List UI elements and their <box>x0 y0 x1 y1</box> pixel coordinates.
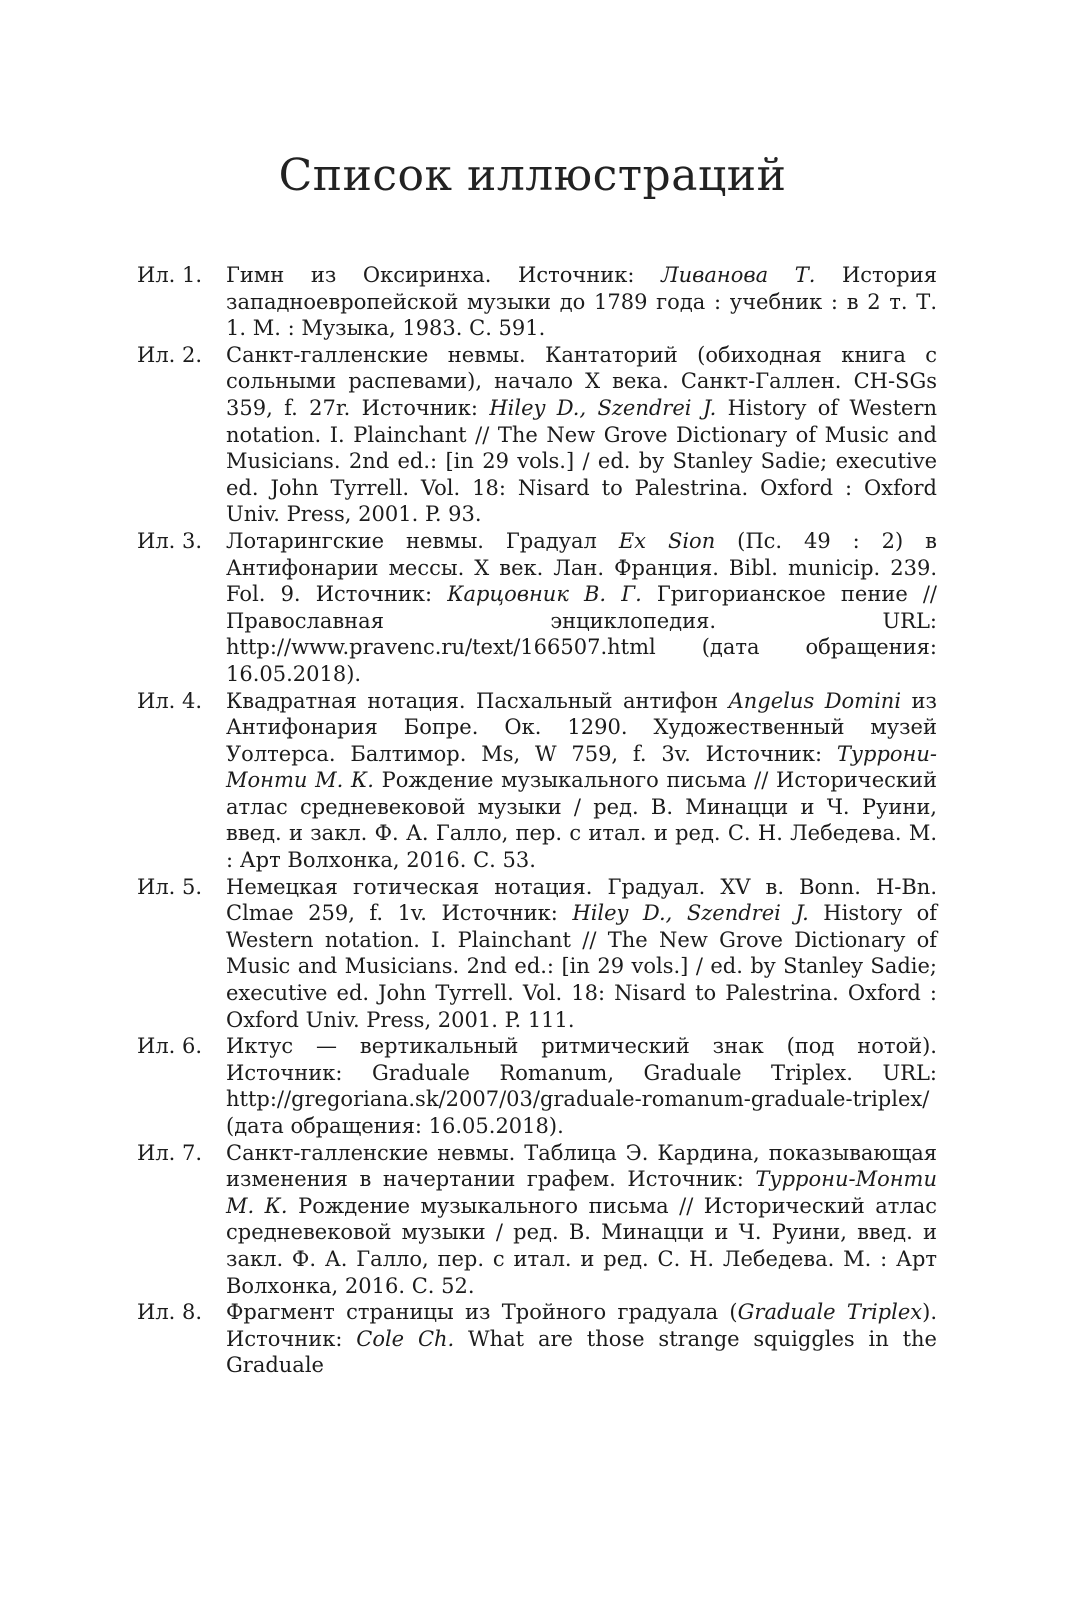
entry-text <box>226 1033 937 1139</box>
list-item <box>137 262 937 342</box>
entry-text-part: Санкт-галленские невмы. Таблица Э. Кардина, показывающая изменения в начертании графем. Источник: <box>226 1140 937 1192</box>
entry-text-part: Рождение музыкального письма // Исторический атлас средневековой музыки / ред. В. Минацци и Ч. Руини, введ. и закл. Ф. А. Галло, пер. с итал. и ред. С. Н. Лебедева. М. : Арт Волхонка, 2016. С. 52. <box>226 1193 938 1298</box>
entry-text-part: Григорианское пение // Православная энциклопедия. URL: http://www.pravenc.ru/text/166507.html (дата обращения: 16.05.2018). <box>226 582 937 686</box>
entry-text-part: History of Western notation. I. Plainchant // The New Grove Dictionary of Music and Musicians. 2nd ed.: [in 29 vols.] / ed. by Stanley Sadie; executive ed. John Tyrrell. Vol. 18: Nisard to Palestrina. Oxford : Oxford Univ. Press, 2001. P. 111. <box>226 901 937 1032</box>
entry-text-part: History of Western notation. I. Plainchant // The New Grove Dictionary of Music and Musicians. 2nd ed.: [in 29 vols.] / ed. by Stanley Sadie; executive ed. John Tyrrell. Vol. 18: Nisard to Palestrina. Oxford : Oxford Univ. Press, 2001. P. 93. <box>226 395 938 527</box>
entry-text-part: (Пс. 49 : 2) в Антифонарии мессы. X век. Лан. Франция. Bibl. municip. 239. Fol. 9. Источник: <box>226 528 937 607</box>
entry-label: Ил. 5. <box>137 874 203 899</box>
entry-author: Карцовник В. Г. <box>447 582 642 607</box>
entry-work-title: Graduale Triplex <box>737 1300 923 1325</box>
entry-text <box>226 874 937 1034</box>
list-item <box>137 688 937 874</box>
entry-author: Туррони-Монти М. К. <box>226 1167 937 1218</box>
entry-text-part: Иктус — вертикальный ритмический знак (под нотой). Источник: Graduale Romanum, Graduale Triplex. URL: http://gregoriana.sk/2007/03/graduale-romanum-graduale-triplex/ (дата обращения: 16.05.2018). <box>226 1034 937 1138</box>
page-title: Список иллюстраций <box>278 150 787 201</box>
entry-label: Ил. 3. <box>137 528 203 553</box>
entry-text <box>226 688 937 874</box>
entry-text-part: Квадратная нотация. Пасхальный антифон <box>226 688 729 713</box>
entry-label: Ил. 4. <box>137 688 203 713</box>
list-item <box>137 1033 937 1139</box>
entry-text <box>226 1299 937 1379</box>
entry-text-part: Гимн из Оксиринха. Источник: <box>226 263 662 287</box>
entry-label: Ил. 1. <box>137 263 203 287</box>
entry-text <box>226 342 937 528</box>
entry-author: Cole Ch. <box>356 1326 455 1351</box>
list-item <box>137 1299 937 1379</box>
entry-label: Ил. 6. <box>137 1034 203 1059</box>
list-item <box>137 874 937 1034</box>
entry-text-part: Санкт-галленские невмы. Кантаторий (обиходная книга с сольными распевами), начало X века. Санкт-Галлен. CH-SGs 359, f. 27r. Источник: <box>226 342 937 420</box>
entry-text-part: из Антифонария Бопре. Ок. 1290. Художественный музей Уолтерса. Балтимор. Ms, W 759, f. 3v. Источник: <box>226 688 937 766</box>
entry-text-part: Немецкая готическая нотация. Градуал. XV в. Bonn. H-Bn. Clmae 259, f. 1v. Источник: <box>226 874 937 926</box>
entry-label: Ил. 7. <box>137 1140 203 1165</box>
list-item <box>137 1140 937 1300</box>
entry-author: Hiley D., Szendrei J. <box>572 901 809 926</box>
entry-text-part: Лотарингские невмы. Градуал <box>226 528 619 553</box>
list-item <box>137 342 937 528</box>
entry-author: Hiley D., Szendrei J. <box>489 395 717 420</box>
entry-text-part: What are those strange squiggles in the Graduale <box>226 1326 937 1378</box>
entry-text-part: История западноевропейской музыки до 1789 года : учебник : в 2 т. Т. 1. М. : Музыка, 1983. С. 591. <box>226 263 937 341</box>
illustration-list <box>137 262 937 1379</box>
entry-text <box>226 1140 937 1300</box>
entry-text <box>226 262 937 342</box>
list-item <box>137 528 937 688</box>
entry-text-part: ). Источник: <box>226 1300 937 1351</box>
entry-label: Ил. 8. <box>137 1300 203 1325</box>
entry-work-title: Angelus Domini <box>728 688 902 713</box>
entry-author: Туррони-Монти М. К. <box>226 741 937 793</box>
entry-text-part: Фрагмент страницы из Тройного градуала ( <box>226 1300 738 1325</box>
entry-label: Ил. 2. <box>137 342 203 367</box>
entry-author: Ливанова Т. <box>661 263 816 287</box>
entry-text <box>226 528 937 688</box>
entry-text-part: Рождение музыкального письма // Исторический атлас средневековой музыки / ред. В. Минацци и Ч. Руини, введ. и закл. Ф. А. Галло, пер. с итал. и ред. С. Н. Лебедева. М. : Арт Волхонка, 2016. С. 53. <box>226 768 937 873</box>
entry-work-title: Ex Sion <box>618 528 716 553</box>
